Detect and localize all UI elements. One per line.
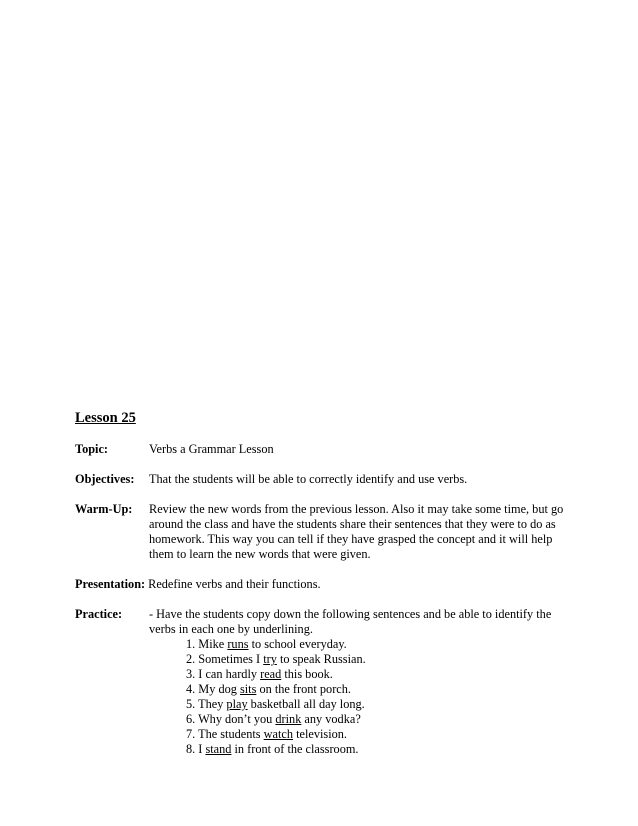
sentence-verb: play	[226, 697, 248, 711]
sentence-verb: runs	[227, 637, 249, 651]
sentence-after: this book.	[281, 667, 333, 681]
practice-sentence	[186, 742, 570, 757]
sentence-after: television.	[293, 727, 347, 741]
sentence-after: basketball all day long.	[247, 697, 365, 711]
objectives-text: That the students will be able to correctly identify and use verbs.	[149, 472, 468, 486]
practice-row	[75, 607, 570, 757]
sentence-verb: sits	[239, 682, 257, 696]
sentence-verb: stand	[205, 742, 232, 756]
warmup-label: Warm-Up:	[75, 502, 133, 516]
sentence-after: on the front porch.	[256, 682, 351, 696]
sentence-verb: watch	[263, 727, 294, 741]
objectives-row	[75, 472, 570, 487]
objectives-label: Objectives:	[75, 472, 135, 486]
sentence-before: 8. I	[186, 742, 206, 756]
sentence-before: 2. Sometimes I	[186, 652, 264, 666]
lesson-title: Lesson 25	[75, 410, 136, 426]
sentence-verb: drink	[275, 712, 302, 726]
sentence-before: 1. Mike	[186, 637, 228, 651]
sentence-before: 7. The students	[186, 727, 264, 741]
practice-sentence-list	[149, 637, 570, 757]
practice-intro: - Have the students copy down the following sentences and be able to identify the verbs in each one by underlining.	[149, 607, 552, 636]
practice-sentence	[186, 667, 570, 682]
warmup-row	[75, 502, 570, 562]
topic-row	[75, 442, 570, 457]
presentation-row	[75, 577, 570, 592]
practice-sentence	[186, 637, 570, 652]
sentence-before: 5. They	[186, 697, 227, 711]
topic-label: Topic:	[75, 442, 109, 456]
practice-sentence	[186, 697, 570, 712]
practice-sentence	[186, 652, 570, 667]
sentence-verb: read	[260, 667, 282, 681]
practice-sentence	[186, 682, 570, 697]
presentation-label: Presentation:	[75, 577, 146, 591]
sentence-before: 3. I can hardly	[186, 667, 261, 681]
sentence-verb: try	[263, 652, 277, 666]
practice-sentence	[186, 712, 570, 727]
topic-text: Verbs a Grammar Lesson	[149, 442, 274, 456]
presentation-text: Redefine verbs and their functions.	[148, 577, 321, 591]
sentence-before: 6. Why don’t you	[186, 712, 276, 726]
sentence-after: to school everyday.	[248, 637, 347, 651]
sentence-after: to speak Russian.	[276, 652, 366, 666]
warmup-text: Review the new words from the previous lesson. Also it may take some time, but go around the class and have the students share their sentences that they were to do as homework. This way you can tell if they have grasped the concept and it will help them to learn the new words that were given.	[149, 502, 564, 561]
practice-sentence	[186, 727, 570, 742]
sentence-after: any vodka?	[301, 712, 361, 726]
sentence-before: 4. My dog	[186, 682, 240, 696]
lesson-plan	[75, 409, 570, 772]
sentence-after: in front of the classroom.	[231, 742, 359, 756]
practice-label: Practice:	[75, 607, 123, 621]
practice-body	[149, 607, 570, 757]
